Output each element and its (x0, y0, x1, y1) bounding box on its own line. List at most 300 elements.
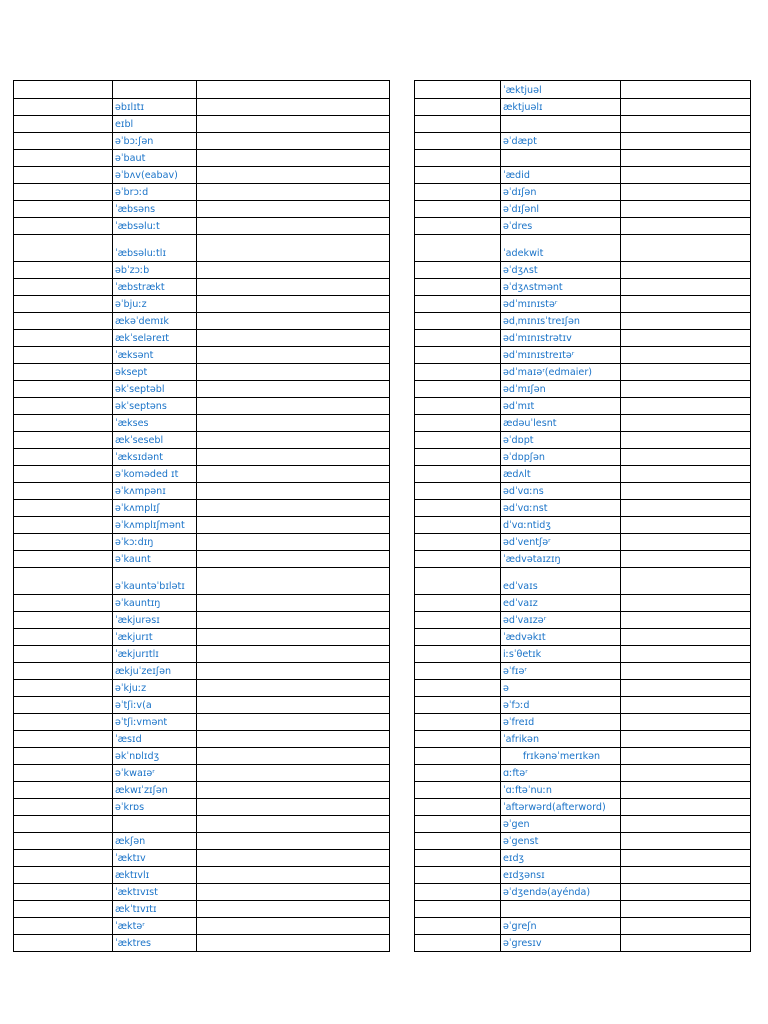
word-cell (14, 296, 113, 313)
word-cell (415, 867, 501, 884)
meaning-cell (197, 867, 390, 884)
word-cell (14, 901, 113, 918)
word-cell (14, 235, 113, 262)
table-row (14, 646, 390, 663)
meaning-cell (197, 884, 390, 901)
phonetic-cell: ˈæktəʳ (113, 918, 197, 935)
word-cell (14, 935, 113, 952)
phonetic-cell: əˈdres (501, 218, 621, 235)
phonetic-cell: əˈdʒʌstmənt (501, 279, 621, 296)
meaning-cell (197, 646, 390, 663)
phonetic-cell: ədˈventʃəʳ (501, 534, 621, 551)
table-row (415, 612, 751, 629)
phonetic-cell: əˈgen (501, 816, 621, 833)
meaning-cell (197, 500, 390, 517)
meaning-cell (197, 81, 390, 99)
table-row (415, 884, 751, 901)
phonetic-cell: əˈkʌmplɪʃmənt (113, 517, 197, 534)
meaning-cell (197, 833, 390, 850)
meaning-cell (621, 116, 751, 133)
meaning-cell (197, 313, 390, 330)
phonetic-cell: eɪdʒənsɪ (501, 867, 621, 884)
phonetic-cell: eɪbl (113, 116, 197, 133)
word-cell (14, 517, 113, 534)
table-row (415, 748, 751, 765)
table-row (415, 133, 751, 150)
meaning-cell (197, 595, 390, 612)
meaning-cell (197, 551, 390, 568)
table-row (14, 364, 390, 381)
table-row (14, 517, 390, 534)
word-cell (415, 680, 501, 697)
word-cell (415, 313, 501, 330)
word-cell (14, 748, 113, 765)
table-row (415, 415, 751, 432)
meaning-cell (621, 816, 751, 833)
word-cell (14, 398, 113, 415)
phonetic-cell: ækəˈdemɪk (113, 313, 197, 330)
word-cell (14, 731, 113, 748)
phonetic-cell: əˈkʌmpənɪ (113, 483, 197, 500)
meaning-cell (621, 850, 751, 867)
table-row (415, 551, 751, 568)
phonetic-cell: ɑːftəʳ (501, 765, 621, 782)
phonetic-cell: əˈbrɔːd (113, 184, 197, 201)
phonetic-cell: əˈfreɪd (501, 714, 621, 731)
left-word-table (13, 80, 390, 952)
word-cell (14, 765, 113, 782)
meaning-cell (197, 663, 390, 680)
word-cell (415, 901, 501, 918)
table-row (415, 296, 751, 313)
meaning-cell (197, 466, 390, 483)
table-row (14, 833, 390, 850)
phonetic-cell: ədˈmɪnɪstrətɪv (501, 330, 621, 347)
word-cell (415, 551, 501, 568)
meaning-cell (621, 313, 751, 330)
word-cell (415, 184, 501, 201)
meaning-cell (197, 364, 390, 381)
meaning-cell (197, 398, 390, 415)
phonetic-cell: ˈæksənt (113, 347, 197, 364)
table-row (415, 714, 751, 731)
table-row (14, 347, 390, 364)
word-cell (415, 415, 501, 432)
phonetic-cell: ə (501, 680, 621, 697)
meaning-cell (621, 398, 751, 415)
meaning-cell (621, 833, 751, 850)
meaning-cell (197, 629, 390, 646)
table-row (14, 449, 390, 466)
table-row (415, 99, 751, 116)
phonetic-cell: ækˈtɪvɪtɪ (113, 901, 197, 918)
phonetic-cell: əˈdæpt (501, 133, 621, 150)
phonetic-cell: əbɪlɪtɪ (113, 99, 197, 116)
meaning-cell (621, 201, 751, 218)
word-cell (415, 167, 501, 184)
meaning-cell (621, 449, 751, 466)
phonetic-cell: ədˈvaɪzəʳ (501, 612, 621, 629)
phonetic-cell: ˈæktɪvɪst (113, 884, 197, 901)
meaning-cell (197, 330, 390, 347)
table-row (14, 313, 390, 330)
meaning-cell (197, 99, 390, 116)
phonetic-cell: ˈækjurɪtlɪ (113, 646, 197, 663)
word-cell (415, 500, 501, 517)
table-row (14, 612, 390, 629)
phonetic-cell: ˈæktɪv (113, 850, 197, 867)
word-cell (415, 517, 501, 534)
meaning-cell (621, 612, 751, 629)
phonetic-cell: əˈgreʃn (501, 918, 621, 935)
phonetic-cell: ˈækses (113, 415, 197, 432)
meaning-cell (197, 279, 390, 296)
phonetic-cell (501, 901, 621, 918)
table-row (415, 347, 751, 364)
meaning-cell (621, 568, 751, 595)
meaning-cell (197, 347, 390, 364)
phonetic-cell: ækwɪˈzɪʃən (113, 782, 197, 799)
meaning-cell (621, 330, 751, 347)
table-row (415, 184, 751, 201)
meaning-cell (621, 184, 751, 201)
word-cell (415, 663, 501, 680)
table-row (14, 595, 390, 612)
meaning-cell (197, 748, 390, 765)
meaning-cell (197, 218, 390, 235)
phonetic-cell: ˈædvəkɪt (501, 629, 621, 646)
table-row (415, 782, 751, 799)
word-cell (14, 184, 113, 201)
meaning-cell (621, 81, 751, 99)
phonetic-cell: ˈækjurɪt (113, 629, 197, 646)
word-cell (415, 748, 501, 765)
meaning-cell (197, 816, 390, 833)
meaning-cell (197, 612, 390, 629)
table-row (415, 534, 751, 551)
word-cell (415, 714, 501, 731)
meaning-cell (621, 150, 751, 167)
meaning-cell (197, 918, 390, 935)
word-cell (415, 612, 501, 629)
word-cell (415, 731, 501, 748)
table-row (415, 398, 751, 415)
meaning-cell (621, 133, 751, 150)
phonetic-cell: ædʌlt (501, 466, 621, 483)
meaning-cell (621, 432, 751, 449)
phonetic-cell: ədˈmɪnɪstreɪtəʳ (501, 347, 621, 364)
word-cell (14, 595, 113, 612)
meaning-cell (621, 765, 751, 782)
word-cell (415, 235, 501, 262)
table-row (14, 466, 390, 483)
word-cell (415, 449, 501, 466)
table-row (14, 500, 390, 517)
table-row (415, 799, 751, 816)
word-cell (14, 697, 113, 714)
word-cell (415, 534, 501, 551)
meaning-cell (197, 901, 390, 918)
phonetic-cell (113, 81, 197, 99)
table-row (415, 568, 751, 595)
table-row (415, 935, 751, 952)
phonetic-cell: əˈtʃiːvmənt (113, 714, 197, 731)
word-cell (415, 330, 501, 347)
phonetic-cell: ˈædid (501, 167, 621, 184)
table-row (415, 81, 751, 99)
phonetic-cell: əˈbjuːz (113, 296, 197, 313)
meaning-cell (621, 218, 751, 235)
phonetic-cell: əˈfɔːd (501, 697, 621, 714)
table-row (14, 901, 390, 918)
word-cell (14, 551, 113, 568)
meaning-cell (621, 884, 751, 901)
phonetic-cell: dˈvɑːntidʒ (501, 517, 621, 534)
table-row (14, 731, 390, 748)
word-cell (14, 466, 113, 483)
phonetic-cell: ˈæktjuəl (501, 81, 621, 99)
phonetic-cell: æktjuəlɪ (501, 99, 621, 116)
meaning-cell (197, 714, 390, 731)
right-word-table (414, 80, 751, 952)
phonetic-cell: əkˈseptəbl (113, 381, 197, 398)
word-cell (415, 347, 501, 364)
phonetic-cell: əˈgenst (501, 833, 621, 850)
word-cell (14, 833, 113, 850)
table-row (14, 884, 390, 901)
phonetic-cell: əkˈseptəns (113, 398, 197, 415)
phonetic-cell: əˈkjuːz (113, 680, 197, 697)
meaning-cell (197, 517, 390, 534)
word-cell (415, 364, 501, 381)
table-row (14, 398, 390, 415)
meaning-cell (197, 935, 390, 952)
table-row (415, 381, 751, 398)
table-row (415, 901, 751, 918)
phonetic-cell: ˈafrikən (501, 731, 621, 748)
table-row (14, 483, 390, 500)
table-row (415, 731, 751, 748)
meaning-cell (197, 568, 390, 595)
table-row (14, 381, 390, 398)
meaning-cell (197, 201, 390, 218)
phonetic-cell: əˈdɒpʃən (501, 449, 621, 466)
word-cell (14, 714, 113, 731)
word-cell (14, 279, 113, 296)
word-cell (415, 850, 501, 867)
word-cell (14, 381, 113, 398)
table-row (415, 765, 751, 782)
phonetic-cell: əˈkwaɪəʳ (113, 765, 197, 782)
table-row (415, 517, 751, 534)
word-cell (415, 381, 501, 398)
meaning-cell (621, 296, 751, 313)
meaning-cell (197, 150, 390, 167)
meaning-cell (197, 262, 390, 279)
table-row (415, 432, 751, 449)
left-table-body (14, 81, 390, 952)
meaning-cell (621, 629, 751, 646)
phonetic-cell: əˈdʒendə(ayénda) (501, 884, 621, 901)
table-row (415, 833, 751, 850)
phonetic-cell (501, 150, 621, 167)
meaning-cell (621, 415, 751, 432)
table-row (14, 184, 390, 201)
phonetic-cell: edˈvaɪz (501, 595, 621, 612)
table-row (415, 466, 751, 483)
table-row (14, 81, 390, 99)
meaning-cell (621, 517, 751, 534)
meaning-cell (621, 551, 751, 568)
table-row (415, 500, 751, 517)
word-cell (415, 398, 501, 415)
word-cell (14, 218, 113, 235)
phonetic-cell: ədˈvɑːns (501, 483, 621, 500)
word-cell (415, 918, 501, 935)
word-cell (415, 218, 501, 235)
table-row (14, 415, 390, 432)
table-row (14, 534, 390, 551)
meaning-cell (197, 432, 390, 449)
meaning-cell (621, 799, 751, 816)
word-cell (14, 99, 113, 116)
word-cell (14, 918, 113, 935)
meaning-cell (621, 731, 751, 748)
word-cell (14, 483, 113, 500)
meaning-cell (621, 901, 751, 918)
meaning-cell (197, 235, 390, 262)
table-row (14, 697, 390, 714)
table-row (415, 663, 751, 680)
word-cell (415, 262, 501, 279)
word-cell (14, 415, 113, 432)
word-cell (415, 568, 501, 595)
phonetic-cell: ˈæbstrækt (113, 279, 197, 296)
phonetic-cell: ˈadekwit (501, 235, 621, 262)
meaning-cell (197, 381, 390, 398)
phonetic-cell: əˈdɪʃən (501, 184, 621, 201)
table-row (14, 296, 390, 313)
word-cell (415, 201, 501, 218)
meaning-cell (621, 347, 751, 364)
word-cell (14, 432, 113, 449)
phonetic-cell: əˈdɪʃənl (501, 201, 621, 218)
phonetic-cell: əˈbɔːʃən (113, 133, 197, 150)
word-cell (415, 279, 501, 296)
table-row (415, 116, 751, 133)
word-cell (415, 595, 501, 612)
word-cell (415, 296, 501, 313)
phonetic-cell: edˈvaɪs (501, 568, 621, 595)
meaning-cell (621, 918, 751, 935)
table-row (14, 99, 390, 116)
table-row (14, 850, 390, 867)
phonetic-cell: ækˈsesebl (113, 432, 197, 449)
meaning-cell (621, 381, 751, 398)
phonetic-cell: ədˈvɑːnst (501, 500, 621, 517)
phonetic-cell: əˈkauntəˈbɪlətɪ (113, 568, 197, 595)
meaning-cell (621, 595, 751, 612)
phonetic-cell: ædəuˈlesnt (501, 415, 621, 432)
word-cell (14, 449, 113, 466)
meaning-cell (621, 782, 751, 799)
meaning-cell (621, 867, 751, 884)
meaning-cell (621, 663, 751, 680)
word-cell (415, 466, 501, 483)
table-row (14, 279, 390, 296)
table-row (14, 218, 390, 235)
phonetic-cell: ˈaftərwərd(afterword) (501, 799, 621, 816)
table-row (415, 313, 751, 330)
table-row (415, 629, 751, 646)
phonetic-cell: ˈæbsəluːtlɪ (113, 235, 197, 262)
meaning-cell (197, 697, 390, 714)
phonetic-cell: ˈæsɪd (113, 731, 197, 748)
table-row (415, 697, 751, 714)
table-row (14, 133, 390, 150)
word-cell (14, 782, 113, 799)
meaning-cell (197, 782, 390, 799)
word-cell (14, 867, 113, 884)
table-row (14, 330, 390, 347)
meaning-cell (621, 483, 751, 500)
word-cell (14, 364, 113, 381)
table-row (14, 551, 390, 568)
word-cell (415, 782, 501, 799)
table-row (415, 449, 751, 466)
word-cell (14, 884, 113, 901)
phonetic-cell: ækˈseləreɪt (113, 330, 197, 347)
word-cell (14, 534, 113, 551)
phonetic-cell: ədˌmɪnɪsˈtreɪʃən (501, 313, 621, 330)
meaning-cell (621, 99, 751, 116)
phonetic-cell: əˈgresɪv (501, 935, 621, 952)
phonetic-cell: ˈæbsəns (113, 201, 197, 218)
table-row (14, 235, 390, 262)
table-row (415, 483, 751, 500)
meaning-cell (197, 799, 390, 816)
table-row (415, 330, 751, 347)
word-cell (415, 646, 501, 663)
phonetic-cell: əksept (113, 364, 197, 381)
table-row (14, 935, 390, 952)
phonetic-cell: əˈtʃiːv(a (113, 697, 197, 714)
word-cell (415, 697, 501, 714)
word-cell (14, 201, 113, 218)
meaning-cell (621, 748, 751, 765)
meaning-cell (621, 534, 751, 551)
word-cell (14, 680, 113, 697)
phonetic-cell: iːsˈθetɪk (501, 646, 621, 663)
word-cell (14, 612, 113, 629)
meaning-cell (197, 483, 390, 500)
meaning-cell (621, 167, 751, 184)
word-cell (14, 850, 113, 867)
table-row (415, 595, 751, 612)
meaning-cell (621, 262, 751, 279)
table-row (14, 816, 390, 833)
word-cell (415, 833, 501, 850)
meaning-cell (621, 646, 751, 663)
phonetic-cell: əˈdɒpt (501, 432, 621, 449)
word-cell (14, 500, 113, 517)
meaning-cell (197, 116, 390, 133)
meaning-cell (621, 500, 751, 517)
phonetic-cell: ˈæksɪdənt (113, 449, 197, 466)
word-cell (415, 884, 501, 901)
table-row (415, 364, 751, 381)
word-cell (14, 816, 113, 833)
